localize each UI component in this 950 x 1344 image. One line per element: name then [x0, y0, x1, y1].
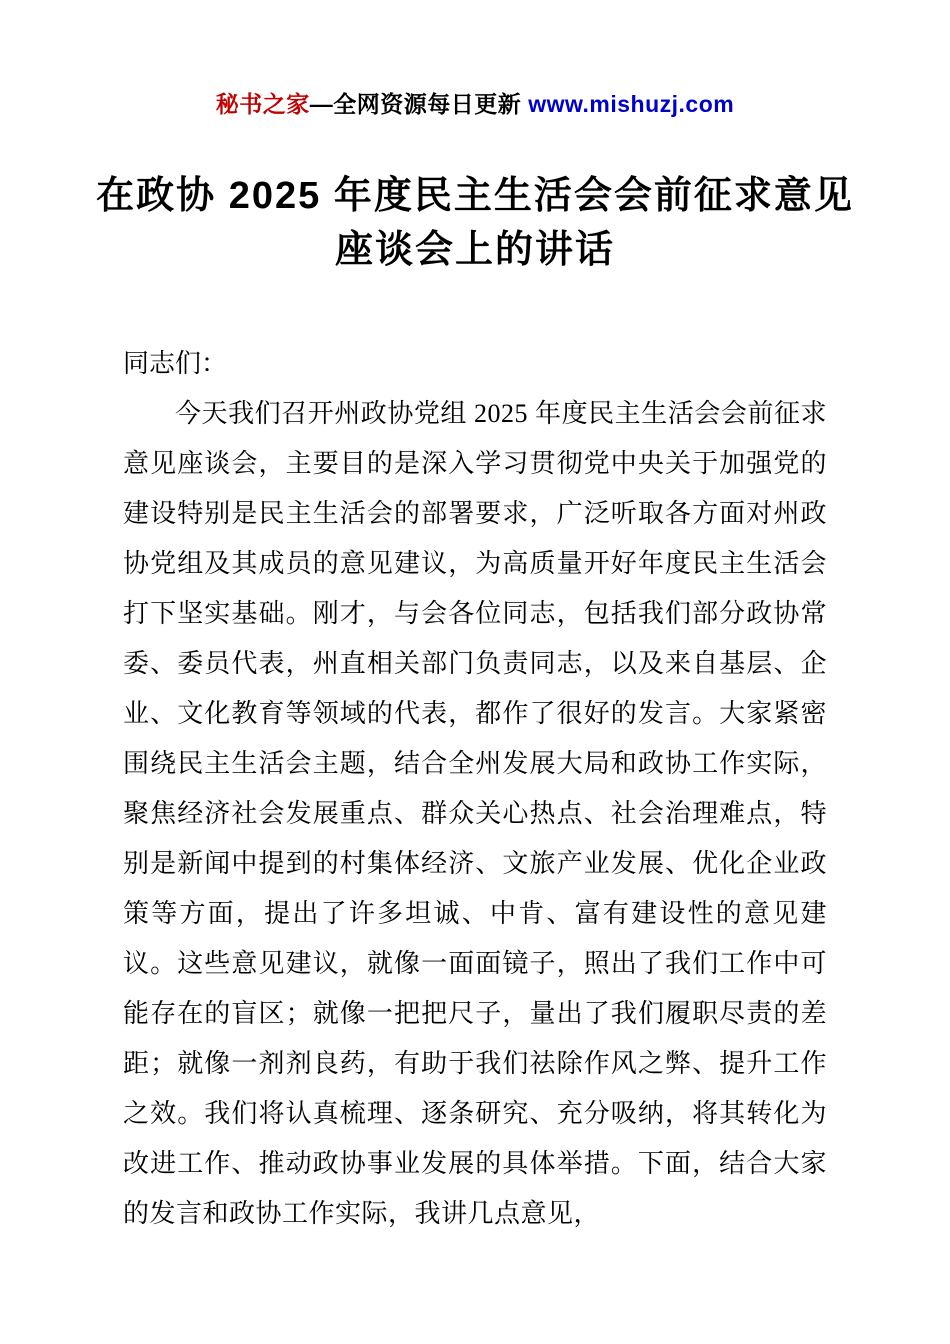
site-name: 秘书之家	[215, 91, 310, 117]
site-tagline: —全网资源每日更新	[309, 91, 529, 117]
document-title-line1: 在政协 2025 年度民主生活会会前征求意见	[96, 175, 854, 217]
speech-paragraph: 今天我们召开州政协党组 2025 年度民主生活会会前征求意见座谈会，主要目的是深入学习贯彻党中央关于加强党的建设特别是民主生活会的部署要求，广泛听取各方面对州政协党组及其成员的意见建议，为高质量开好年度民主生活会打下坚实基础。刚才，与会各位同志，包括我们部分政协常委、委员代表，州直相关部门负责同志，以及来自基层、企业、文化教育等领域的代表，都作了很好的发言。大家紧密围绕民主生活会主题，结合全州发展大局和政协工作实际，聚焦经济社会发展重点、群众关心热点、社会治理难点，特别是新闻中提到的村集体经济、文旅产业发展、优化企业政策等方面，提出了许多坦诚、中肯、富有建设性的意见建议。这些意见建议，就像一面面镜子，照出了我们工作中可能存在的盲区；就像一把把尺子，量出了我们履职尽责的差距；就像一剂剂良药，有助于我们祛除作风之弊、提升工作之效。我们将认真梳理、逐条研究、充分吸纳，将其转化为改进工作、推动政协事业发展的具体举措。下面，结合大家的发言和政协工作实际，我讲几点意见，	[123, 399, 827, 1228]
document-title-line2: 座谈会上的讲话	[334, 229, 615, 271]
site-header	[0, 0, 950, 119]
document-title	[90, 169, 860, 277]
salutation: 同志们：	[123, 349, 228, 378]
site-url-link[interactable]: www.mishuzj.com	[528, 91, 735, 117]
document-body	[123, 339, 827, 1239]
